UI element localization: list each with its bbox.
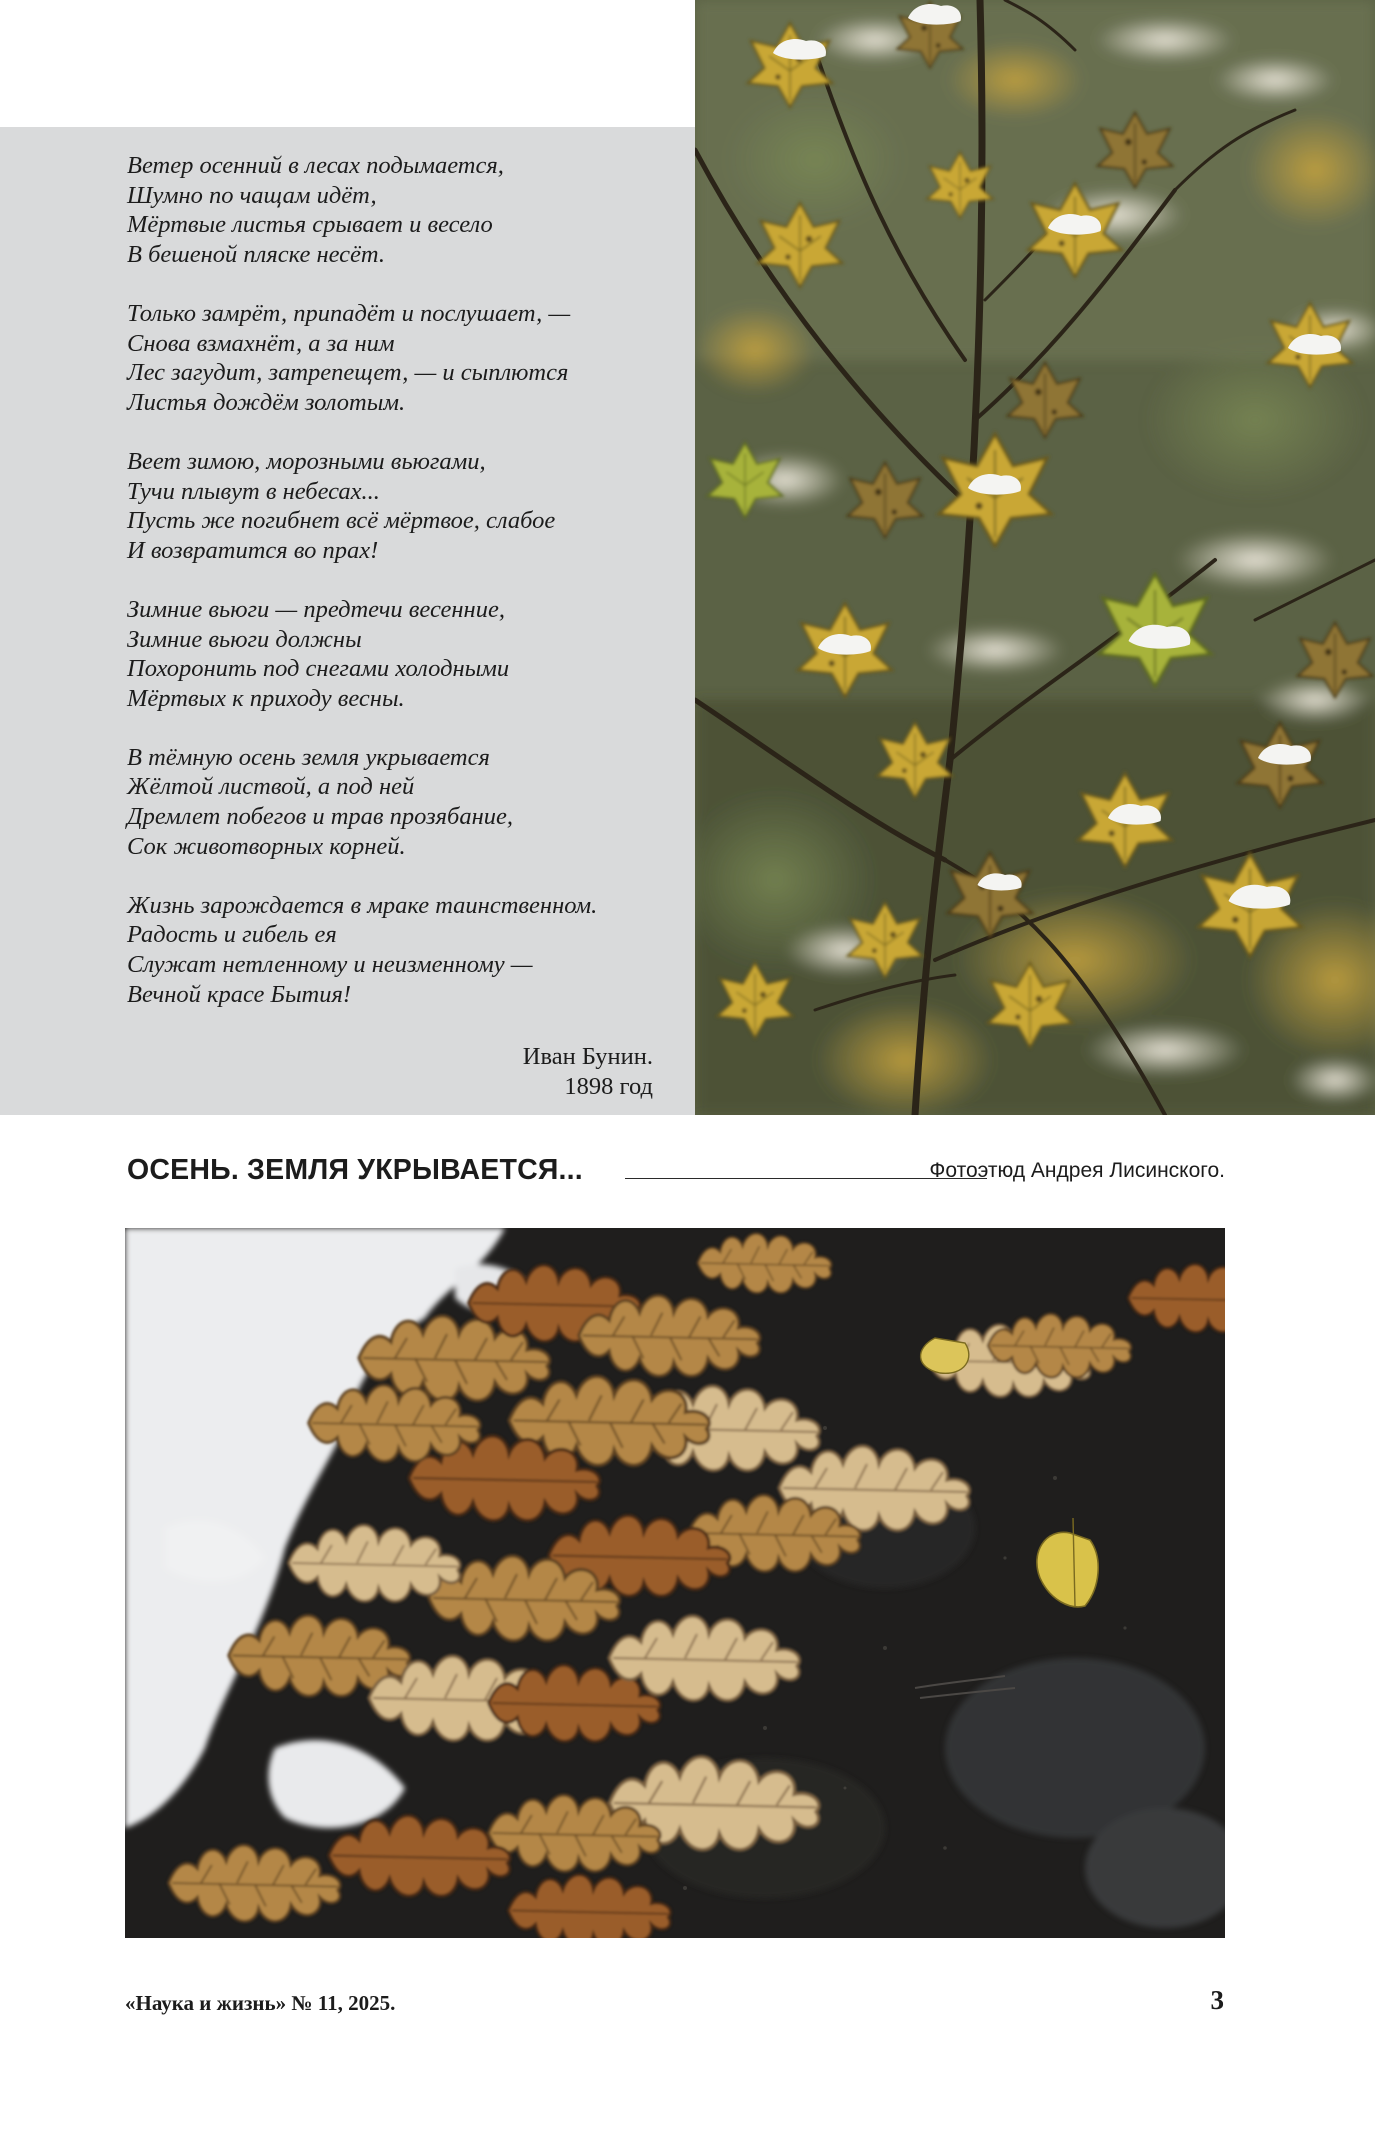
poem-line: Зимние вьюги — предтечи весенние, [127,595,505,623]
poem-line: Шумно по чащам идёт, [127,181,377,209]
poem-line: Служат нетленному и неизменному — [127,951,533,979]
photo-autumn-branches [695,0,1375,1115]
poem-line: Пусть же погибнет всё мёртвое, слабое [127,507,556,535]
poem-line: Лес загудит, затрепещет, — и сыплются [127,359,569,387]
poem-signature [523,1042,653,1101]
poem-line: Тучи плывут в небесах... [127,477,380,505]
photo-credit: Фотоэтюд Андрея Лисинского. [929,1159,1225,1182]
poem-line: Дремлет побегов и трав прозябание, [127,803,514,831]
poem-line: Мёртвых к приходу весны. [127,684,405,712]
poem-text [127,151,687,1039]
poem-author: Иван Бунин. [522,1043,653,1070]
poem-stanza [127,299,687,417]
page-number: 3 [1210,1985,1224,2015]
poem-line: Только замрёт, припадёт и послушает, — [127,299,571,327]
poem-stanza [127,743,687,861]
poem-stanza [127,595,687,713]
poem-line: Ветер осенний в лесах подымается, [127,152,504,179]
poem-year: 1898 год [564,1072,653,1100]
poem-line: Вечной красе Бытия! [127,980,352,1008]
journal-issue: «Наука и жизнь» № 11, 2025. [125,1991,396,2015]
poem-line: Похоронить под снегами холодными [127,655,510,683]
poem-line: В бешеной пляске несёт. [127,240,386,268]
poem-stanza [127,891,687,1009]
caption-title: ОСЕНЬ. ЗЕМЛЯ УКРЫВАЕТСЯ... [127,1154,583,1186]
poem-line: И возвратится во прах! [127,536,379,564]
poem-line: Веет зимою, морозными вьюгами, [127,447,486,475]
poem-stanza [127,151,687,269]
poem-line: В тёмную осень земля укрывается [127,743,490,771]
poem-stanza [127,447,687,565]
poem-panel [0,127,695,1115]
poem-line: Листья дождём золотым. [127,388,406,416]
photo-leaves-on-asphalt [125,1228,1225,1938]
poem-line: Радость и гибель ея [127,921,337,949]
poem-line: Сок животворных корней. [127,832,406,860]
poem-line: Мёртвые листья срывает и весело [127,211,493,239]
photo-caption [127,1152,1225,1192]
poem-line: Зимние вьюги должны [127,625,362,653]
poem-line: Снова взмахнёт, а за ним [127,329,395,357]
poem-line: Жёлтой листвой, а под ней [127,773,415,801]
poem-line: Жизнь зарождается в мраке таинственном. [127,891,598,919]
